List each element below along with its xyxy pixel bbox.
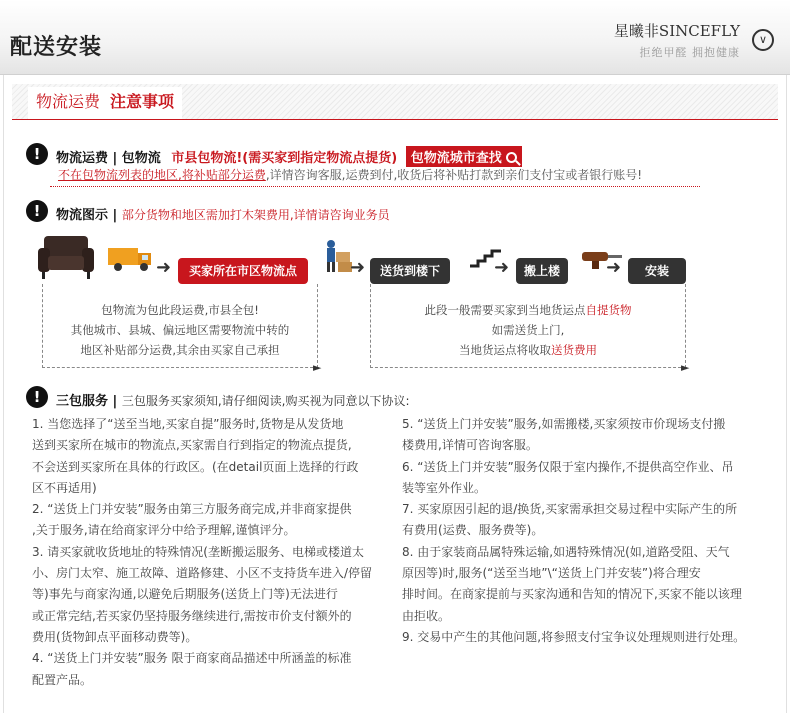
terms-line: 由拒收。 bbox=[402, 608, 451, 623]
terms-line: 区不再适用) bbox=[32, 480, 97, 495]
brand-block bbox=[614, 20, 740, 60]
terms-line: 6. “送货上门并安装”服务仅限于室内操作,不提供高空作业、吊 bbox=[402, 459, 734, 474]
arrow-icon: ➜ bbox=[606, 257, 622, 278]
right-box-line-1 bbox=[371, 300, 685, 320]
terms-line: ,关于服务,请在给商家评分中给予理解,谨慎评分。 bbox=[32, 523, 296, 538]
arrow-icon: ► bbox=[681, 361, 690, 374]
exclamation-icon: ! bbox=[26, 143, 48, 165]
terms-line: 楼费用,详情可咨询客服。 bbox=[402, 438, 538, 453]
terms-line: 排时间。在商家提前与买家沟通和告知的情况下,买家不能以该理 bbox=[402, 587, 742, 602]
shipping-row bbox=[56, 146, 522, 167]
terms-line: 原因等)时,服务(“送至当地”\“送货上门并安装”)将合理安 bbox=[402, 566, 701, 581]
terms-line: 有费用(运费、服务费等)。 bbox=[402, 523, 544, 538]
step-carry-upstairs: 搬上楼 bbox=[516, 258, 568, 284]
truck-icon bbox=[106, 244, 156, 274]
left-box-line: 其他城市、县城、偏远地区需要物流中转的 bbox=[70, 323, 290, 337]
section-heading bbox=[28, 87, 182, 119]
terms-line: 等)事先与商家沟通,以避免后期服务(送货上门等)无法进行 bbox=[32, 587, 338, 602]
terms-line: 3. 请买家就收货地址的特殊情况(垄断搬运服务、电梯或楼道太 bbox=[32, 544, 364, 559]
arrow-icon: ► bbox=[313, 361, 322, 374]
left-info-box bbox=[42, 284, 318, 368]
page-title: 配送安装 bbox=[10, 34, 103, 60]
terms-line: 5. “送货上门并安装”服务,如需搬楼,买家须按市价现场支付搬 bbox=[402, 417, 726, 431]
left-box-line: 包物流为包此段运费,市县全包! bbox=[101, 303, 259, 317]
terms-line: 9. 交易中产生的其他问题,将参照支付宝争议处理规则进行处理。 bbox=[402, 629, 746, 644]
brand-name: 星曦非SINCEFLY bbox=[613, 22, 740, 40]
right-box-line-3 bbox=[371, 340, 685, 360]
terms-line: 7. 买家原因引起的退/换货,买家需承担交易过程中实际产生的所 bbox=[402, 502, 738, 517]
terms-line: 8. 由于家装商品属特殊运输,如遇特殊情况(如,道路受阻、天气 bbox=[402, 544, 730, 559]
terms-line: 不会送到买家所在具体的行政区。(在detail页面上选择的行政 bbox=[32, 459, 359, 474]
terms-line: 4. “送货上门并安装”服务 限于商家商品描述中所涵盖的标准 bbox=[32, 651, 352, 666]
section-label-shipping: 物流运费 bbox=[36, 92, 101, 111]
right-box-highlight: 送货费用 bbox=[551, 343, 597, 357]
shipping-highlight: 市县包物流!(需买家到指定物流点提货) bbox=[171, 151, 398, 166]
right-box-line-2: 如需送货上门, bbox=[491, 323, 565, 337]
section-label-notes: 注意事项 bbox=[110, 92, 175, 111]
shipping-note-red: 不在包物流列表的地区,将补贴部分运费 bbox=[58, 168, 266, 182]
terms-line: 装等室外作业。 bbox=[402, 480, 487, 495]
terms-line: 1. 当您选择了“送至当地,买家自提”服务时,货物是从发货地 bbox=[32, 417, 344, 431]
terms-list-left bbox=[32, 414, 384, 691]
step-deliver-downstairs: 送货到楼下 bbox=[370, 258, 450, 284]
terms-line: 或正常完结,若买家仍坚持服务继续进行,需按市价支付额外的 bbox=[32, 608, 352, 623]
terms-line: 小、房门太窄、施工故障、道路修建、小区不支持货车进入/停留 bbox=[32, 566, 373, 581]
city-search-label: 包物流城市查找 bbox=[410, 151, 502, 166]
left-box-line: 地区补贴部分运费,其余由买家自己承担 bbox=[80, 343, 280, 357]
right-box-highlight: 自提货物 bbox=[585, 303, 632, 317]
section-divider bbox=[12, 119, 778, 120]
dotted-divider bbox=[50, 186, 700, 187]
terms-line: 费用(货物卸点平面移动费等)。 bbox=[32, 629, 198, 644]
section-band bbox=[12, 84, 778, 120]
right-info-box bbox=[370, 284, 686, 368]
chevron-down-icon[interactable]: ∨ bbox=[752, 29, 774, 51]
step-install: 安装 bbox=[628, 258, 686, 284]
terms-line: 送到买家所在城市的物流点,买家需自行到指定的物流点提货, bbox=[32, 438, 352, 453]
sofa-icon bbox=[36, 234, 96, 280]
search-icon bbox=[506, 152, 517, 163]
shipping-note-rest: ,详情咨询客服,运费到付,收货后将补贴打款到亲们支付宝或者银行账号! bbox=[265, 168, 643, 182]
city-search-button[interactable] bbox=[406, 146, 522, 167]
service-subtitle: 三包服务买家须知,请仔细阅读,购买视为同意以下协议: bbox=[121, 394, 410, 408]
diagram-subtitle: 部分货物和地区需加打木架费用,详情请咨询业务员 bbox=[121, 208, 390, 222]
step-pickup-point: 买家所在市区物流点 bbox=[178, 258, 308, 284]
shipping-note bbox=[58, 166, 642, 183]
brand-slogan: 拒绝甲醛 拥抱健康 bbox=[639, 46, 740, 59]
terms-list-right bbox=[402, 414, 768, 648]
exclamation-icon: ! bbox=[26, 386, 48, 408]
right-box-text: 当地货运点将收取 bbox=[459, 343, 551, 357]
right-box-text: 此段一般需要买家到当地货运点 bbox=[424, 303, 586, 317]
terms-line: 配置产品。 bbox=[32, 672, 93, 687]
terms-line: 2. “送货上门并安装”服务由第三方服务商完成,并非商家提供 bbox=[32, 502, 352, 517]
arrow-icon: ➜ bbox=[350, 257, 366, 278]
arrow-icon: ➜ bbox=[494, 257, 510, 278]
exclamation-icon: ! bbox=[26, 200, 48, 222]
diagram-title: 物流图示 | bbox=[56, 208, 118, 223]
page-header bbox=[0, 0, 790, 75]
shipping-title: 物流运费 | 包物流 bbox=[56, 151, 161, 166]
service-row bbox=[56, 390, 410, 409]
arrow-icon: ➜ bbox=[156, 257, 172, 278]
service-title: 三包服务 | bbox=[56, 394, 118, 409]
diagram-row bbox=[56, 204, 390, 223]
